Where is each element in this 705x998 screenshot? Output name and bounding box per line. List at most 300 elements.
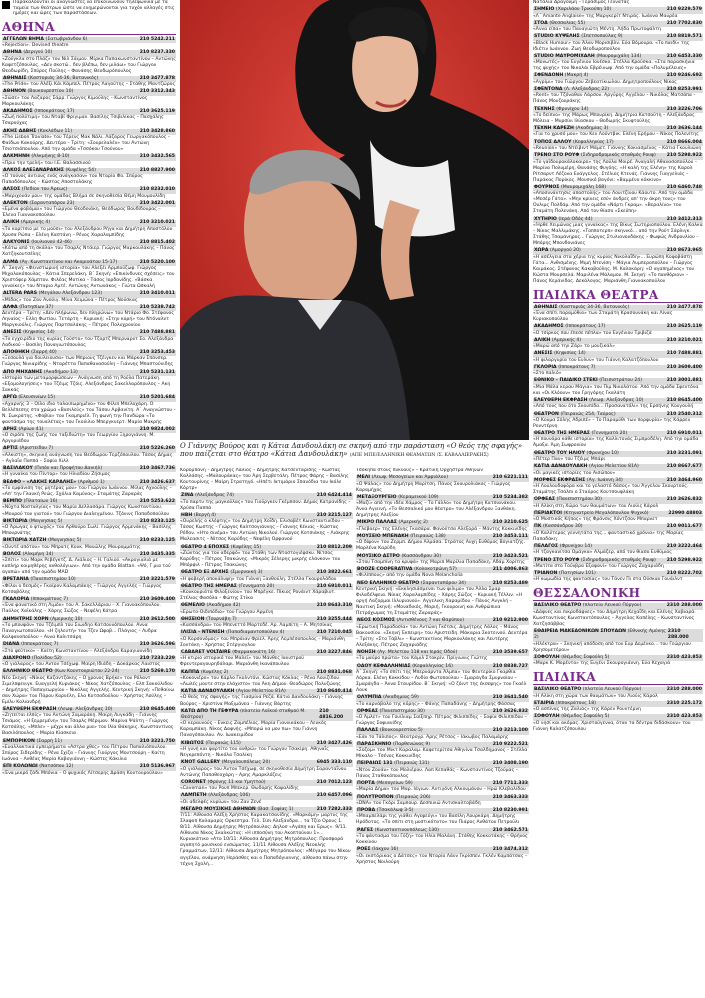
listing-entry — [533, 701, 703, 713]
theatre-list-3 — [356, 468, 529, 866]
listing-entry — [2, 538, 176, 550]
show-description: «Η γυναίκα του Πίντορ» του Ηλιαδίου Ζήσιμος — [2, 472, 111, 478]
venue-address: (Θέμιδος Σοφούλη 5) — [561, 654, 610, 660]
show-description: «Φίλοι ο δεσμός» Γκαίρον Καλαμπάκης – Γιώργος Αγγελής – Γιώργος Κοτσοβόλης — [2, 583, 162, 595]
venue-phone: 210 5226.260 — [139, 446, 175, 452]
venue-address: (Πειραιώς 206) — [395, 794, 431, 800]
listing-entry — [356, 650, 529, 662]
listing-header — [533, 378, 703, 384]
venue-address: (Βασ. Σοφίας 1) — [257, 806, 294, 812]
listing-entry — [533, 248, 703, 285]
venue-name-address — [181, 570, 262, 576]
venue-address: (Κηφισίας 14) — [554, 351, 586, 357]
show-description: «Ο σιρόπι της ζωής του ταξιδιώτη» του Γεωργίου Ξηρογιάννη. Μ. Αργυριάδου — [2, 433, 155, 445]
venue-address: (Δεριγνύ 10) — [23, 50, 53, 56]
venue-address: (Πανεπιστημίου 30) — [556, 497, 602, 503]
venue-name: ΧΥΤΗΡΙΟ — [534, 216, 557, 222]
venue-address: (Καστοριάς 34-36, Βοτανικός) — [28, 75, 99, 81]
listing-entry — [533, 185, 703, 215]
venue-phone: 210 3227.846 — [316, 650, 352, 655]
venue-address: (Κυψέλης 2) — [200, 669, 229, 675]
venue-address: (Σπετσοπούλας 9) — [581, 34, 623, 40]
category-heading-kids: ΠΑΙΔΙΚΑ — [533, 670, 703, 685]
venue-address: (Βουκουρεστίου 10) — [27, 89, 74, 95]
venue-name: ΠΕΙΡΑΙΩΣ 131 — [357, 761, 393, 767]
venue-phone: 210 3312.343 — [139, 89, 175, 95]
show-description: «Αλκιστη», σκηνική ανάγνωση του Θεόδωρου Τερζόπουλου. Τάσος Δήμας – Αγλαΐα Παππά – Σοφία Χιλλ — [2, 452, 173, 464]
listing-header — [533, 629, 703, 642]
listing-header — [2, 669, 176, 675]
venue-name-address — [181, 670, 228, 676]
venue-phone: 210 3822.661 — [316, 570, 352, 576]
show-description: «Ο κεραυνούς – Ενκεις Ζαμπέλιος. Μαρία Γιαννικάκου – Λευκός Καραμπάκη. Νίκος Δαφνής. «Μπορώ να μου πω» του Γιάννη Παναγόπουλου. Αν. Ιωακειμίδου — [180, 721, 327, 739]
show-description: «Η φιλαργυρία του Ευλυν» του Γιάννη Καλατζόπουλου — [533, 357, 659, 363]
venue-name: ΑΝΕΣΙΣ — [3, 330, 22, 336]
listing-entry — [180, 468, 353, 492]
show-description: «Νύχτα Νοσταλγίας» του Μαρία Δελλασάρα. Γιώργος Κωνσταντίνου. «Μουρού του γιατού» του Γιώργου Διαλεγμένου. Τζόνινς Παπαδοπούλου — [2, 505, 170, 517]
venue-phone: 2310 423.853 — [666, 714, 702, 720]
venue-name-address — [3, 480, 105, 486]
venue-phone: 210 8232.010 — [139, 187, 175, 193]
venue-name: ΕΛΕΥΘΕΡΗ ΕΚΦΡΑΣΗ — [3, 707, 57, 713]
listing-entry — [533, 7, 703, 19]
venue-address: (Χαριλάου Τρικούπη 10) — [555, 7, 612, 13]
venue-name: ΚΙΒΩΤΟΣ — [181, 740, 204, 746]
venue-phone: 2310 288.000 — [667, 629, 689, 641]
venue-address: (Βουκουρεστίου 5) — [379, 728, 423, 734]
venue-address: (Αγίου Μελετίου 81Α) — [235, 689, 286, 695]
venue-phone: 6945 333.110 — [316, 760, 352, 766]
venue-name-address — [3, 330, 55, 336]
venue-address: (Αλεξάνδρας 74) — [195, 493, 234, 499]
venue-phone: 210 3432.565 — [139, 154, 175, 160]
reader-notice — [2, 0, 176, 17]
listing-header — [533, 558, 703, 564]
venue-phone: 210 8673.965 — [666, 248, 702, 254]
venue-phone: 210 3231.091 — [666, 450, 702, 456]
venue-name: ΑΘΗΝΑ — [3, 50, 22, 56]
venue-phone: 210 3609.400 — [139, 597, 175, 603]
venue-phone: 210 8666.004 — [666, 139, 702, 145]
venue-phone: 210 3221.750 — [139, 738, 175, 744]
venue-name: ΑΛΦΑ — [3, 304, 18, 310]
venue-name: ΘΕΑΤΡΟ 4 ΕΠΟΧΕΣ — [181, 544, 230, 550]
venue-address: (Ιπποκράτους 7) — [21, 642, 59, 648]
venue-name-address — [357, 847, 398, 853]
listing-entry — [180, 617, 353, 629]
venue-address: (Πανεπιστημίου 30) — [379, 708, 425, 714]
venue-phone: 210 8812.209 — [316, 544, 352, 550]
venue-address: (Αγ. Ιωάννη 34) — [586, 477, 623, 483]
show-description: «Πέτερ Παν» του Τζέιμς Μπάρι — [533, 457, 606, 463]
listing-entry — [356, 781, 529, 793]
show-description: «DNA» του Γκόρι Σαμπουρ. Δεσπινιώ Αντισκαλτοβάδη — [356, 800, 481, 806]
venue-address: (Νατσόπου 12) — [39, 764, 74, 770]
venue-address: (Αλκμήνης 8-10) — [31, 154, 70, 160]
venue-name: ΠΕΡΙΑΚΤΟΙ — [534, 510, 562, 516]
thessaloniki-list — [533, 603, 703, 667]
show-description: «Rent» του Τζόναθαν Λάρσον. Αργύρης Αγγέλου – Νικόλας Ματσάπα – Πάνος Μουζουράκης — [533, 93, 696, 105]
listing-entry — [180, 760, 353, 778]
venue-address: (Κολοκοτρώνη 57) — [414, 567, 457, 573]
show-description: «Ζητείται ελπίς» του Αντώνη Σαμαράκη. Μαίρη Λυγκάδη – Γιάννης Τσιάμος. «Η ξεμρεμένη» του Τσαρλς Μέριμαν. Μαρίνα Ψάλτη – Γιώργος Κατσάλης. «Μπλε» – μέχρι και άλλα μια» του Ιλία Θάκηρις. Κωνσταντίνος Βασιλόπουλος – Μαρία Κίασκεια — [2, 713, 174, 737]
venue-address: (Κασσάνδρου 30) — [543, 524, 583, 530]
venue-name: ΕΛΛΗΝΙΚΟ ΘΕΑΤΡΟ — [3, 669, 53, 675]
venue-name: ΜΕΤΑΞΟΥΡΓΕΙΟ — [357, 494, 397, 500]
show-description: «Ξεσουλά για δουλειουσα» των Μπριους Τζέιγκεν και Μάρκαν Σπάνσερ. Γιώργος Νινιαρίδης – Νταρέττα Παπαθανασούλη – Γιάννης Μπαστούνιδης — [2, 356, 174, 368]
venue-name: ΘΕΑΤΡΟΝ — [534, 411, 559, 417]
venue-phone: 210 3412.313 — [666, 216, 702, 222]
listing-entry — [2, 260, 176, 290]
listing-header — [533, 153, 703, 159]
venue-name: ΑΛΙΚΗ — [534, 337, 551, 343]
venue-phone: 210 7210.045 — [316, 630, 352, 636]
venue-phone: 22990 48803 — [668, 510, 702, 516]
listing-entry — [533, 324, 703, 336]
listing-entry — [356, 808, 529, 826]
venue-name: ΤΕΧΝΗΣ — [534, 106, 555, 112]
listings-column-4 — [533, 0, 703, 998]
venue-name: ΑΚΗΣ ΔΑΒΗΣ — [3, 128, 37, 134]
listing-header — [180, 709, 353, 722]
show-description: «Ιστορία των μεταμορφώσεων – Ανάγνωση από τη Ρούλα Πατεράκη. «Εξομολογήσεις» του Τζέιμς Τζόις. Αλεξάνδρος Σακελλαρόπουλος – Ακη Σακκάς — [2, 375, 171, 393]
listing-entry — [533, 217, 703, 247]
venue-phone: 210 3636.144 — [666, 126, 702, 132]
venue-name: ΗΒΗ — [181, 512, 193, 518]
venue-name: ΠΑΡΑΣΚΗΝΙΟ — [357, 741, 392, 747]
venue-name: ΟΡΦΕΑΣ — [357, 708, 379, 714]
venue-name: ΝΕΟΣ ΚΟΣΜΟΣ — [357, 618, 395, 624]
venue-name-address — [3, 642, 58, 648]
show-description: «Άννα είπα» του Παναγιώτη Μέντη. Λήδα Πρωτοψάλτη — [533, 27, 661, 33]
show-description: Α΄ Σκηνή: «Το σπίτι της Μπερνάρντα Άλμπα» του Φεντερίκο Γκαρθία Λόρκα. Ελένη Κοκκίδου – Λυδία Φωτοπούλου – Σμαράγδα Σμυρναίου – Σμαράγδα – Άννα Σταυρίδου. Β΄ Σκηνή: «Ο ζόιντ της έκσεψης» του Γκαέλ Λουκ — [356, 669, 527, 693]
venue-name: ΑΘΗΝΟΝ — [3, 89, 26, 95]
venue-address: (Πειραιώς 254, Ταύρος) — [560, 411, 616, 417]
venue-name: ΘΕΑΤΡΟ ΤΟΥ ΗΛΙΟΥ — [534, 450, 585, 456]
venue-phone: 210 8253.991 — [666, 86, 702, 92]
listing-entry — [2, 37, 176, 49]
photo-credit: (ΑΠΕ ΜΠΕ/ΕΛΛΗΝΙΚΗ ΘΕΑΜΑΤΩΝ /Σ. ΚΑΒΑΛΛΙΕΡΑΚΗΣ) — [349, 453, 489, 459]
listing-entry — [533, 338, 703, 350]
listing-entry — [2, 187, 176, 199]
venue-name-address — [3, 129, 72, 135]
venue-address: (Μεγαλουπόλεως 20) — [221, 760, 271, 766]
venue-name: ΒΡΕΤΑΝΙΑ — [3, 577, 29, 583]
notice-text: Παρακαλούνται οι αναγνώστες να επικοινωνούν τηλεφωνικά με τα ταμεία των θεάτρων ώστε να ενημερώνονται για τυχόν αλλαγές στις ημέρες και ώρες των παραστάσεων. — [13, 0, 175, 17]
listing-header — [2, 260, 176, 266]
show-description: «Το μαύρο πρώτα» του Κάμιλ Στοκρίν. Πρίγιωνις Γιώτης — [356, 656, 488, 662]
venue-phone: 210 3467.736 — [139, 466, 175, 472]
venue-address: (Αγ. Μελετίου 118 και Ιεράς Οδού) — [377, 650, 458, 655]
show-description: Τσόκηπα στους πυκνούς» – Κρατική Ορχήστρα Αθηνών — [356, 468, 483, 473]
show-description: «Λ΄ Amante Anglaise» της Μαργκερίτ Ντιράς. Ιωάννα Μαυρέα — [533, 13, 678, 19]
venue-name-address — [357, 520, 428, 526]
venue-name: ΘΗΣΕΙΟΝ — [181, 616, 205, 622]
show-description: «Το κορίτσιο με το μούσι» του Αλεξάνδρου Ρήγα και Δημήτρη Αποστόλου. Χρυσα Ρώπα – Ελένη Καστάνη – Ρένος Χαραλαμπίδης — [2, 226, 174, 238]
venue-address: (Ιπποκράτους 18) — [555, 700, 596, 706]
venue-name: ΜΟΥΣΙΚΟ ΑΣΤΡΟ — [357, 553, 400, 559]
listing-header — [180, 760, 353, 766]
venue-name: ΑΡΗΣ — [3, 426, 17, 432]
venue-address: (Φαρμακοκάτη 16) — [232, 650, 276, 655]
venue-phone: 210 8831.068 — [316, 669, 352, 675]
show-description: «Η Αλίκη στη Χώρα των θαυμάτων» του Λιούις Κάρολ — [533, 503, 659, 509]
show-description: «Η γυνή και φαρτίτο του ανθρώ» του Γιώργου Τσακίρη. Αθηναΐς Νεγκρεπόντη – Νικόλα Τσαλίκη — [180, 746, 329, 758]
venue-address: (Ακαδήμου 13) — [43, 369, 78, 375]
venue-name: ΣΦΕΝΤΟΝΑ — [534, 86, 563, 92]
venue-name-address — [357, 761, 430, 767]
venue-name: ΕΘΝΙΚΟ – ΠΑΙΔΙΚΟ ΣΤΕΚΙ — [534, 378, 598, 384]
show-description: Α΄ Σκηνή: «Φεινστωρινή ιστορία» του Αλεξέι Αρμπούζωφ. Γιώργος Μιχαλακόπουλος – Κάτια Σπερελάκη. Β΄ Σκηνή: «Επικίνδυνες σχέσεις» του Χριστόφερ Χάμπτον. Φιλέας Μοτίκα – Τάσος Ιορδανίδης. «Βάσκα γυναίκες» του Νταριο Αμτέ. Αντώνης Αντωνάκος – Γιώτα Ωσκαλή — [2, 265, 175, 290]
venue-phone: 210 5201.684 — [139, 395, 175, 401]
venue-name: ΑΘΗΝΑΙΣ — [534, 304, 558, 310]
show-description: «Σώσε» του Λαζαρος Σάρρ. Γιώργος Κιμούλης – Κωνσταντίνος Μαρκουλάκης — [2, 95, 148, 107]
venue-phone: 210 3215.127 — [316, 512, 352, 518]
venue-name: ΚΑΠΠΑ — [181, 669, 200, 675]
venue-phone: 210 3253.453 — [139, 350, 175, 356]
venue-name: ΝΕΟ ΕΛΛΗΝΙΚΟ ΘΕΑΤΡΟ — [357, 580, 420, 586]
venue-name: ΕΤΑΙΡΙΑ — [534, 700, 555, 706]
venue-address: (Γεννηματά 20) — [238, 583, 275, 589]
show-description: «Ο Άμλετ» του Γουίλιαμ Σαίξπηρ. Πέτρος Φιλιππίδης – Σοφία Φιλιππίδου – Γιώργος Σοφιανίδης — [356, 715, 527, 727]
venue-phone: 210 3210.021 — [666, 337, 702, 343]
venue-name-address — [181, 793, 250, 799]
venue-name: ΡΟΕΣ — [357, 847, 371, 853]
venue-name: ΒΕΜΠΟ — [3, 499, 22, 505]
venue-phone: 210 3255.444 — [316, 616, 352, 622]
venue-address: (Πατησίων 101) — [558, 571, 596, 577]
venue-phone: 210 8253.489 — [492, 580, 528, 586]
venue-phone: 210 3410.011 — [139, 291, 175, 297]
show-description: «The Pride» του Αλέξι Κάι Κάμπελ. Πέτρος Λαγούτης – Στάθης Μαντζώρος — [2, 82, 176, 88]
venue-phone: 210 7012.123 — [316, 779, 352, 785]
show-description: «Η πουνόρα κάθε ιστορία» της Καλλιτονάς Σιμπροδέλη. Από την ομάδα Άμαξα. Άμη Σωφρονίου — [533, 437, 699, 449]
venue-phone: 210 6221.111 — [492, 475, 528, 481]
venue-name: ΧΩΡΑ — [534, 248, 549, 254]
venue-address: (Φρύνης 11 και Υμηττού) — [207, 779, 266, 785]
venue-name: ΙΛΙΣΙΑ – ΝΤΕΝΙΣΗ — [181, 630, 225, 636]
show-description: «Οι αδελφές κυρίων» του Ζαν Ζενέ — [180, 799, 262, 805]
listing-header — [356, 475, 529, 481]
venue-address: (Αντισθένους 7 και Θαρύπου) — [396, 618, 465, 624]
venue-name-address — [534, 34, 623, 40]
venue-phone: 210 3626.832 — [492, 708, 528, 714]
listing-entry — [180, 584, 353, 602]
show-description: «Reunion» του Ντέιβιντ Μάμετ. Γιάννης Κοκιασμένος – Κάτια Γκουλιώνη — [533, 145, 702, 151]
listing-entry — [356, 567, 529, 579]
show-description: «Black Humour» του Άλαν Μορισιβλν. Εύα Βόμουρα. «Το παιδί» της Ιδιέτιν Ιωάννου. Ζωή Θεοδωροπούλου — [533, 40, 690, 52]
venue-name: ΕΛΕΥΘΕΡΗ ΕΚΦΡΑΣΗ — [534, 398, 588, 404]
listing-entry — [533, 571, 703, 583]
listing-entry — [533, 140, 703, 152]
show-description: «Ο ασπίνας της Ζαλιάς» της Κάρεν Ρουντέρνη — [533, 707, 641, 713]
venue-name: ΛΑΜΠΕΤΗ — [181, 793, 207, 799]
listing-entry — [2, 370, 176, 394]
venue-address: (Μαγνησίας 5) — [48, 538, 82, 544]
venue-phone: 2310 288.000 — [666, 603, 702, 609]
venue-phone: 210 9011.677 — [666, 524, 702, 530]
venue-phone: 210 5234.382 — [492, 494, 528, 500]
venue-name: BOOZE COOPERATIVA — [357, 567, 413, 573]
listing-entry — [533, 655, 703, 667]
show-description: «Πριν την τρελή» του Ι.Ε. Θαλασσινού — [2, 160, 91, 166]
venue-address: (Ιερά Οδός 44) — [558, 216, 593, 222]
venue-name: ΣΟΦΟΥΛΗ — [534, 654, 560, 660]
venue-address: (Κεφαλληνίας 17) — [573, 139, 614, 145]
venue-name: ΜΕΛΙ — [357, 475, 370, 481]
listing-entry — [2, 739, 176, 763]
listing-entry — [2, 89, 176, 107]
venue-phone: 210 7282.333 — [316, 806, 352, 812]
listing-entry — [356, 695, 529, 707]
venue-phone: 210 3477.878 — [666, 304, 702, 310]
venue-name: ΖΙΝΑ — [181, 493, 194, 499]
venue-phone: 210 7711.333 — [492, 781, 528, 786]
venue-address: (Λεωφ. Αλεξάνδρας 10) — [58, 707, 113, 713]
venue-phone: 210 9246.692 — [666, 73, 702, 79]
show-description: «Ο Άρωγας ο φτωχός» του Αρθούρο Σωλί. Γιώργος Αρμενάκης – Βασίλης Μπουρνάτης — [2, 525, 172, 537]
venue-address: (Μαυρομιχάλη 134) — [596, 53, 642, 59]
venue-phone: 210 6910.011 — [666, 431, 702, 437]
show-description: «Το δείπνο» της Μάρως Μπουρίκη. Δημήτρια Κατσούτη – Αλεξάνδρας Μόλεια – Μυρσίνι Ιλίασκου – Θοδωρής Σκυφτούλης — [533, 112, 695, 124]
venue-address: (Πειραιώς 131) — [394, 761, 430, 767]
venue-address: (Παρθενώνος 9) — [392, 741, 431, 747]
listing-entry — [2, 168, 176, 186]
venue-name: ΒΑΣΙΛΑΚΟΥ — [3, 466, 33, 472]
venue-address: (Κεραμεικού 109) — [398, 494, 439, 500]
venue-phone: 210 3428.860 — [139, 128, 175, 134]
venue-address: (Λ. Αλεξάνδρας 22) — [564, 86, 609, 92]
listing-entry — [356, 554, 529, 566]
venue-address: (Αμερικής 10) — [50, 616, 83, 622]
venue-address: (Πλαταίων 16) — [23, 499, 58, 505]
show-description: «Ο Καλύτερος γεννητάτα της... φανταστικό χρόνια» της Μαρίας Παπαδάκη — [533, 530, 684, 542]
listing-entry — [2, 552, 176, 576]
listing-entry — [180, 545, 353, 569]
venue-phone: 210 3427.426 — [316, 740, 352, 746]
venue-phone: 210 3625.119 — [666, 324, 702, 330]
theatre-scene-photo — [180, 0, 529, 440]
venue-address: (Παπαδιαμαντοπούλου 4) — [226, 630, 285, 636]
venue-address: (Γεννηματά 20) — [591, 431, 628, 437]
listing-entry — [356, 795, 529, 807]
venue-name: ΑΛΜΑ — [3, 259, 19, 265]
venue-name: ΣΤΟΑ — [534, 20, 548, 26]
venue-name: ΣΟΦΟΥΛΗ — [534, 714, 560, 720]
show-description: «Ερωτική Παραδοσία» του Αντώνη Γκέτσις. Δημήτρης Λάλος – Μάνος Βακουσίου. «Σκηνή Έκπειρη» του Αριστείδη. Μάκαρια Σκοτεινού. Δευτέρα – Τρίτη: «Στο Τάβλι» – Κωνσταντίνος Μαρκουλάκης και Λευτέρης Αλεξάκης. Πέτρος Ζαχαριάδης — [356, 624, 528, 648]
venue-address: (Πιπόν και Προφήτου Δανιήλ) — [34, 466, 103, 472]
venue-phone: 210 3464.960 — [666, 477, 702, 483]
listing-entry — [2, 707, 176, 737]
listing-entry — [533, 714, 703, 732]
show-description: «Κουκουριάτα Φιλοξενίου» του Μπρέγκε. Πίκιος Ρονάιντ Χάραβιντ. Στέλιος Φασόλα – Φώτης Στίκα — [180, 590, 336, 602]
notice-square-icon — [2, 1, 10, 9]
listing-entry — [356, 581, 529, 618]
venue-name-address — [534, 324, 605, 330]
show-description: Νατάλια Δραγούμη – Γεράσιμος Γεννατάς — [533, 0, 630, 5]
venue-name: ΚΑΤΙΑ ΔΑΝΔΟΥΛΑΚΗ — [181, 689, 235, 695]
venue-address: (Αμερικής 4) — [551, 337, 582, 343]
listing-entry — [180, 570, 353, 582]
show-description: «Μίδας» του Ζαν Ανούιγ. Μίνα Χειμώνα – Πέτρος Νούσκας — [2, 297, 138, 303]
show-description: «Ηλέκτρα» – Σκηνική απόδοση από τον Ευρ Δεμένκο... του Γεώργιου Χρησομετέρου» — [533, 641, 691, 653]
venue-phone: 210 3477.878 — [139, 75, 175, 81]
venue-phone: 210 8815.402 — [139, 240, 175, 246]
thessaloniki-kids-list — [533, 687, 703, 732]
listing-entry — [533, 497, 703, 509]
venue-name: ΜΟΡΦΕΣ ΕΚΦΡΑΣΗΣ — [534, 477, 586, 483]
listing-entry — [2, 577, 176, 595]
listing-entry — [180, 709, 353, 740]
venue-phone: 210 6910.011 — [316, 583, 352, 589]
venue-name: STUDIO ΜΑΥΡΟΜΙΧΑΛΗ — [534, 53, 595, 59]
venue-name-address — [534, 107, 589, 113]
venue-name-address — [534, 603, 641, 609]
venue-phone: 210 6457.096 — [316, 793, 352, 799]
venue-name-address — [534, 464, 639, 470]
listing-entry — [533, 412, 703, 430]
listing-entry — [180, 793, 353, 805]
venue-address: (Τσακάλωφ 3-5) — [376, 808, 414, 814]
venue-name: ΘΕΑΤΡΟ ΤΗΣ ΗΜΕΡΑΣ — [534, 431, 590, 437]
venue-name: ΔΗΜΗΤΡΗΣ ΧΟΡΝ — [3, 616, 49, 622]
venue-phone: 210 3426.637 — [139, 479, 175, 485]
venue-name: CORONET — [181, 779, 206, 785]
venue-name-address — [181, 545, 261, 551]
venue-phone: 210 5298.922 — [666, 557, 702, 563]
show-description: «Ένα φανατικό στη Λιμόν» του Α. Σακελλάριου – Χ. Γιαννακόπουλου. Παύλος Χαϊκάλης – Χάρης Σώζος – Νεφέλη Κάτρα — [2, 603, 161, 615]
listing-entry — [180, 650, 353, 668]
listing-entry — [533, 126, 703, 138]
show-description: «Μαρώ από την Ζάρ» το μουζικάλ» — [533, 344, 615, 350]
show-description: «Το εμφάνιση της μητέρας μου» του Γιώργου Ιωάννου. Μίλας Αχνούλης – «Απ' την Γλαυκή Ρεώς. Σχόλια Καμύνας» Σταμάτης Ζαραράς — [2, 485, 172, 497]
venue-name-address — [181, 493, 234, 499]
show-description: «Ο τούνος άντιους ενός ανάγκασαν» του Νταρίο Φο. Σπύρος Παπαδόπουλος – Κώστας Αποστολάκης — [2, 174, 143, 186]
show-description: «Ουρελής ο κλέφτης» του Δημήτρη Χοΐδη. Ελισαβέτ Κωνσταντινίδου – Τάσος Κωστής – Γιώργος Καλτσογιάννης – Γιάννης Κέκιας – Κώστας Ρόδον. «Ητο σινέμα» του Αντώνη Νικολού. Γιώργος Κοτσιάκης – Λιάκρης Μαλεασιτς – Νίτσος Καρύδης – Νεφέλη Ορφανού — [180, 519, 350, 543]
venue-name: ΑΠΟΘΗΚΗ — [3, 350, 30, 356]
listing-entry — [533, 73, 703, 85]
venue-phone: 210 3221.579 — [139, 577, 175, 583]
venue-name: ΑΓΓΕΛΩΝ ΒΗΜΑ — [3, 36, 44, 42]
venue-name: ΣΦΕΝΔΟΝΗ — [534, 73, 564, 79]
venue-phone: 210 9222.521 — [492, 741, 528, 747]
venue-address: (πλατεία Λαϊκού σταθμού Μ. Θεάτρου) — [181, 708, 306, 721]
show-description: «Αποσυνάντησις αποστολής» του Λουιτζίνου Κάουτο. Από την ομάδα «Μεσέρ Γάτο». «Μην κρίνεις εσύ» άνδρες απ' την άκρη τους» του Ουλιμς Πολδάμ. Από την ομάδα «Νόρτι Γκραμ». «Βεραλίνο» του Σταμάτη Πολενάκη. Από τον θίασο «Σκεύπη» — [533, 191, 693, 215]
venue-phone: 211 4006.863 — [492, 567, 528, 573]
venue-address: (πλατεία Λευκού Πύργου) — [582, 687, 642, 693]
venue-phone: 210 8222.702 — [666, 571, 702, 577]
venue-name-address — [181, 630, 284, 636]
venue-phone: 210 3422.001 — [139, 200, 175, 206]
venue-address: (Κτηνιατρείο Μεγαλόπουλου Ψυχικό) — [563, 510, 649, 516]
venue-address: (Πολίδου 52) — [32, 655, 62, 661]
listing-header — [2, 480, 176, 486]
venue-phone: 210 7233.229 — [139, 655, 175, 661]
venue-name: ΒΙΚΤΩΡΙΑ ΧΑΤΖΗ — [3, 538, 47, 544]
venue-name-address — [3, 764, 73, 770]
venue-address: (Ιπποκράτους 17) — [565, 324, 606, 330]
venue-phone: 210 8819.571 — [666, 34, 702, 40]
show-description: «Ο νησί και ακόμας. Χριστούγεννα, όταν τα δέντρα διδάσκουν» του Γιάννη Καλατζόπουλου — [533, 720, 691, 732]
listing-entry — [2, 466, 176, 478]
listing-entry — [2, 597, 176, 615]
listing-entry — [180, 741, 353, 759]
venue-name-address — [181, 709, 319, 722]
venue-phone: 210 3001.881 — [666, 378, 702, 384]
listing-header — [533, 603, 703, 609]
venue-name: ΟΛΥΜΠΙΑ — [357, 695, 382, 701]
venue-name-address — [3, 50, 52, 56]
